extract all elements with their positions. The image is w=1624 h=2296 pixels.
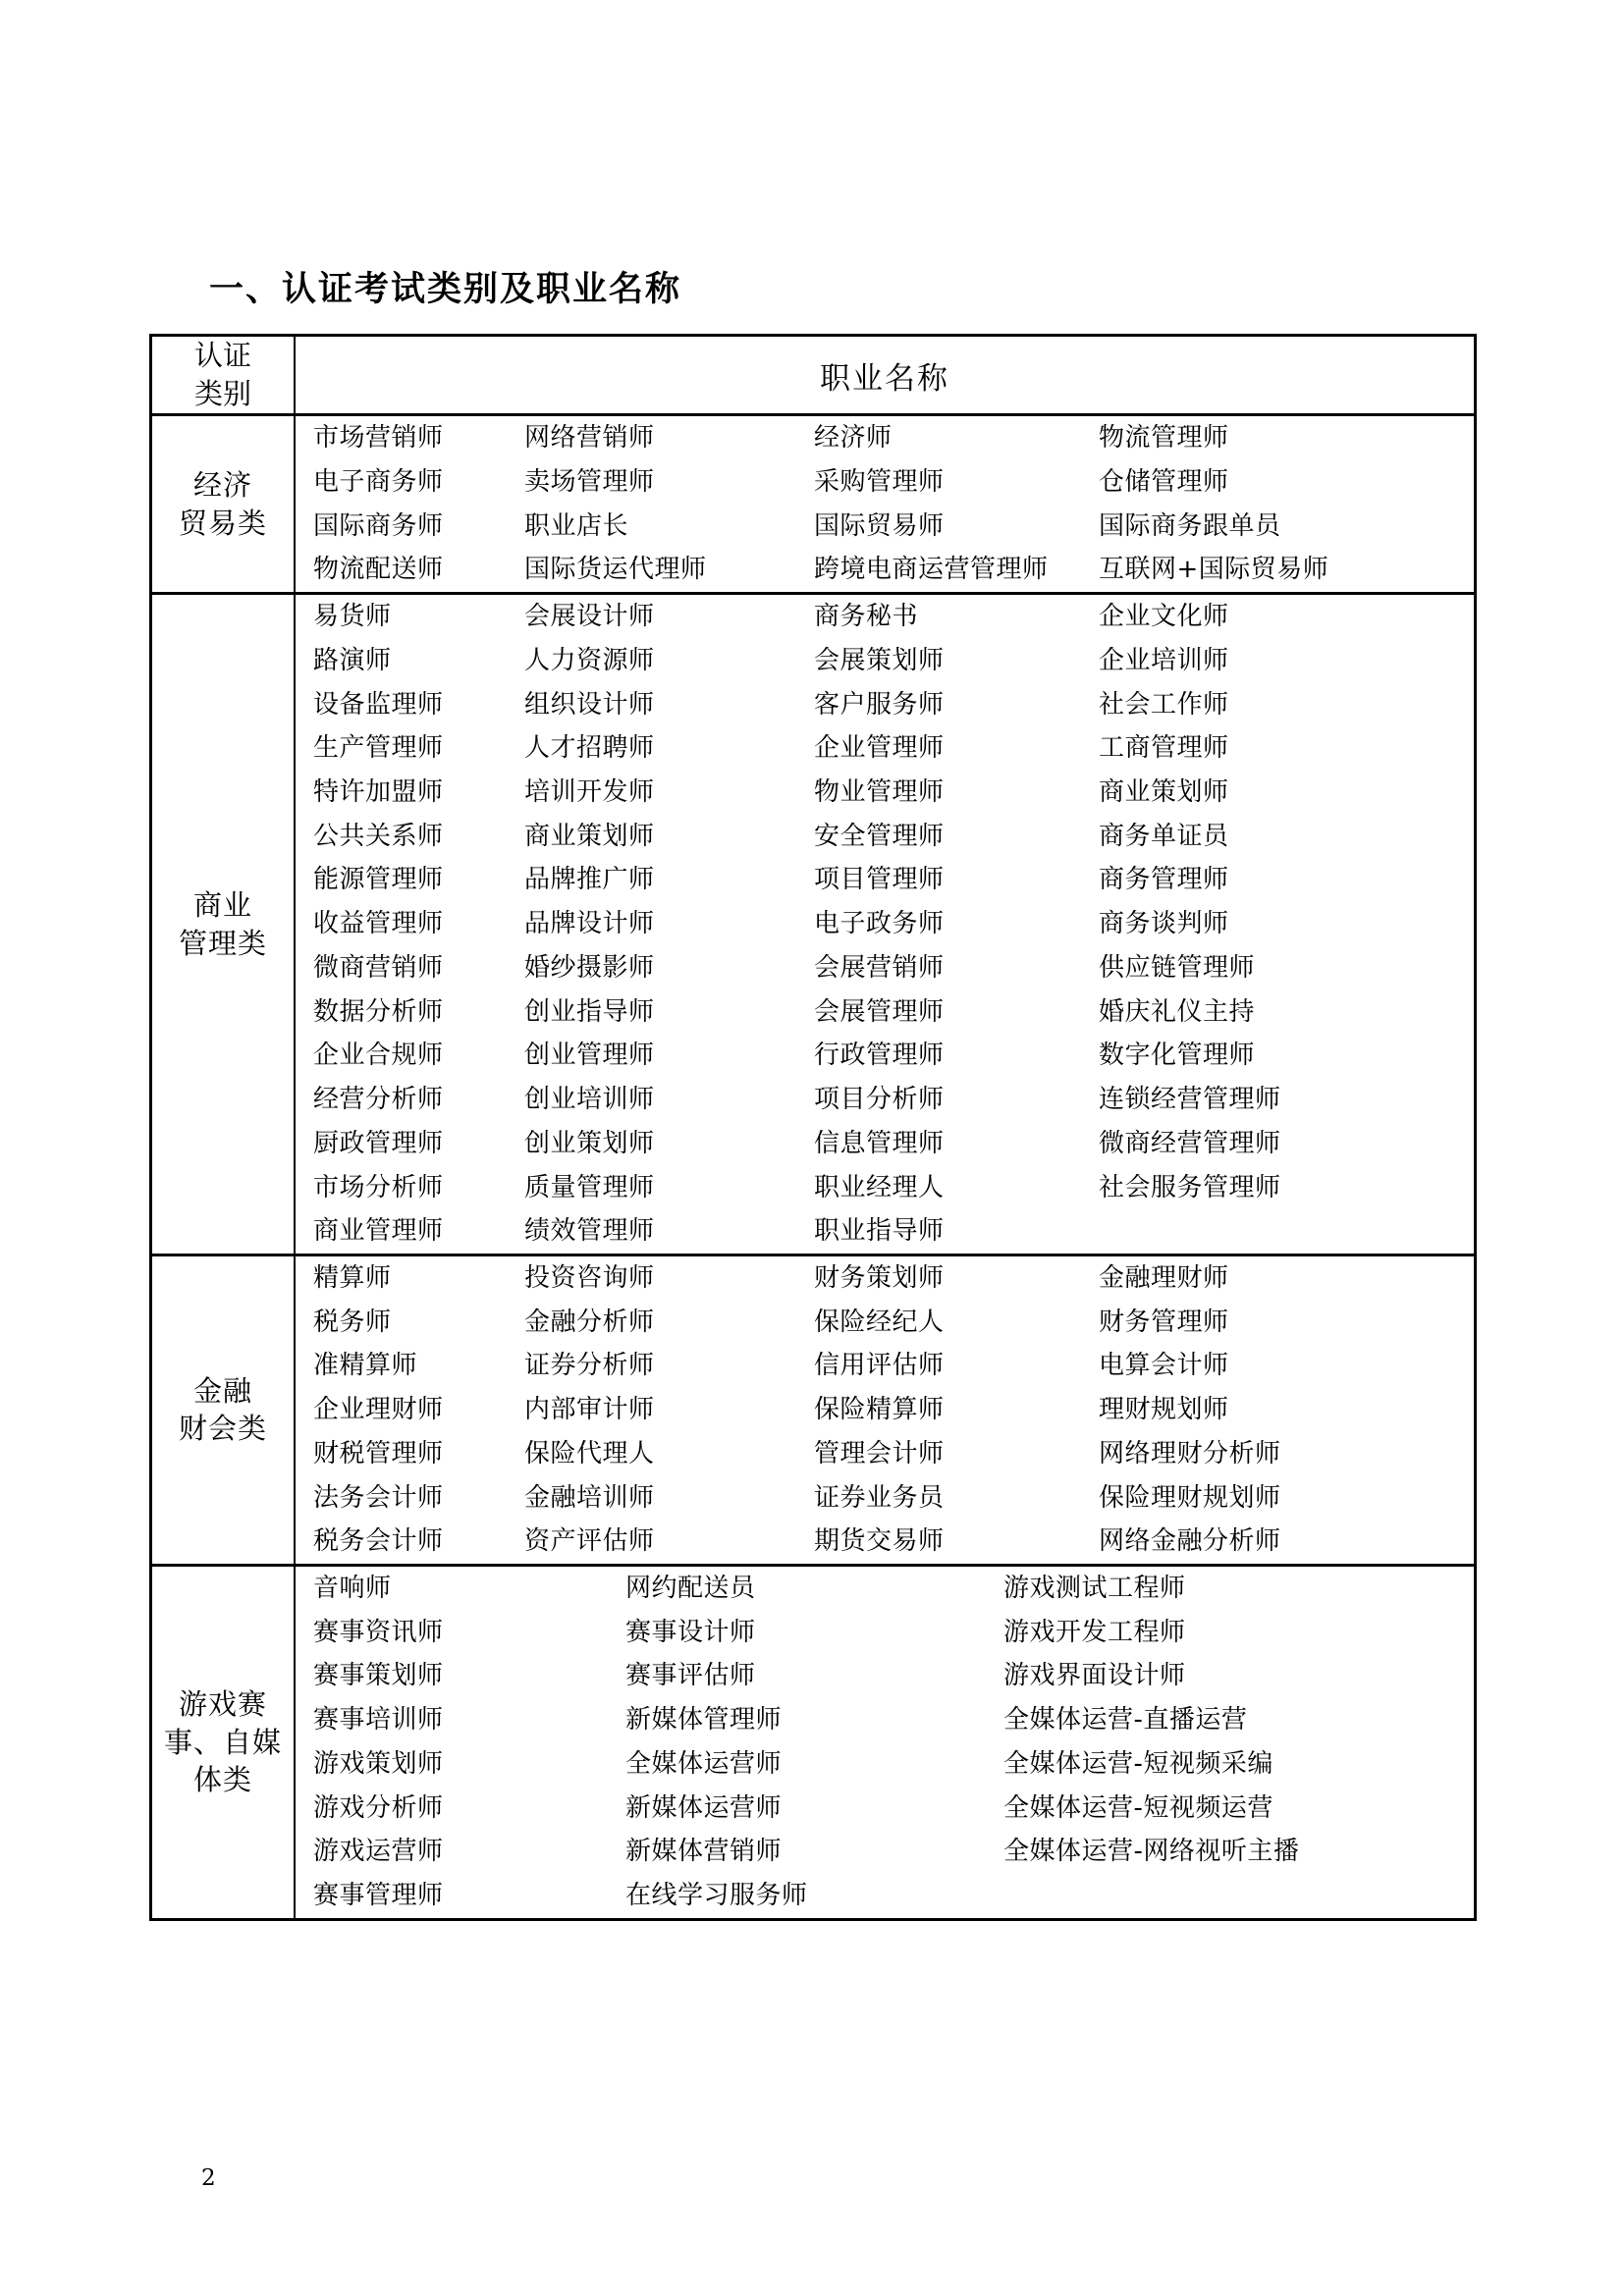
- category-label-line: 管理类: [178, 926, 267, 960]
- job-name: 质量管理师: [524, 1172, 655, 1202]
- category-label-line: 体类: [192, 1762, 252, 1796]
- job-name: 游戏测试工程师: [1003, 1573, 1186, 1603]
- job-name: 创业指导师: [524, 996, 655, 1027]
- job-name: 物流管理师: [1099, 423, 1229, 454]
- job-name: 人力资源师: [524, 645, 655, 675]
- job-name: 工商管理师: [1099, 733, 1229, 764]
- job-name: 内部审计师: [524, 1395, 655, 1425]
- job-name: 厨政管理师: [313, 1128, 444, 1158]
- job-name: 企业培训师: [1099, 645, 1229, 675]
- job-name: 法务会计师: [313, 1482, 444, 1513]
- job-name: 易货师: [313, 602, 392, 632]
- job-name: 国际商务师: [313, 510, 444, 541]
- job-name: 物业管理师: [814, 777, 945, 808]
- job-name: 音响师: [313, 1573, 392, 1603]
- job-name: 收益管理师: [313, 909, 444, 939]
- job-name: 培训开发师: [524, 777, 655, 808]
- job-name: 安全管理师: [814, 821, 945, 851]
- job-name: 企业合规师: [313, 1041, 444, 1071]
- job-name: 全媒体运营-短视频采编: [1003, 1748, 1273, 1779]
- job-name: 信息管理师: [814, 1128, 945, 1158]
- job-name: 赛事评估师: [625, 1661, 756, 1691]
- job-name: 人才招聘师: [524, 733, 655, 764]
- job-name: 公共关系师: [313, 821, 444, 851]
- job-name: 网约配送员: [625, 1573, 756, 1603]
- job-name: 金融培训师: [524, 1482, 655, 1513]
- job-name: 赛事培训师: [313, 1705, 444, 1735]
- category-label-line: 财会类: [178, 1412, 267, 1446]
- job-grid: [296, 416, 1491, 592]
- job-name: 商业策划师: [1099, 777, 1229, 808]
- job-name: 微商营销师: [313, 952, 444, 983]
- job-name: 赛事设计师: [625, 1617, 756, 1647]
- job-name: 会展策划师: [814, 645, 945, 675]
- job-name: [1099, 1209, 1393, 1254]
- job-name: 网络理财分析师: [1099, 1438, 1281, 1468]
- job-grid: [296, 1567, 1491, 1918]
- job-name: 婚纱摄影师: [524, 952, 655, 983]
- table-row: [151, 1565, 1476, 1919]
- job-name: 税务师: [313, 1307, 392, 1337]
- job-name: 经营分析师: [313, 1085, 444, 1115]
- job-name: 赛事策划师: [313, 1661, 444, 1691]
- certification-table: [149, 334, 1477, 1921]
- job-name: 财务管理师: [1099, 1307, 1229, 1337]
- job-name: 金融分析师: [524, 1307, 655, 1337]
- category-label-line: 贸易类: [178, 506, 267, 540]
- job-name: 国际商务跟单员: [1099, 510, 1281, 541]
- job-name: 游戏分析师: [313, 1792, 444, 1823]
- job-name: 数字化管理师: [1099, 1041, 1256, 1071]
- job-name: 能源管理师: [313, 865, 444, 895]
- job-name: 组织设计师: [524, 689, 655, 720]
- job-name: 跨境电商运营管理师: [814, 555, 1049, 585]
- job-name: 行政管理师: [814, 1041, 945, 1071]
- job-name: 财务策划师: [814, 1262, 945, 1293]
- job-name: 经济师: [814, 423, 893, 454]
- job-name: 会展管理师: [814, 996, 945, 1027]
- job-name: 市场营销师: [313, 423, 444, 454]
- job-name: 管理会计师: [814, 1438, 945, 1468]
- job-name: 品牌推广师: [524, 865, 655, 895]
- page-title: 一、认证考试类别及职业名称: [209, 270, 682, 309]
- job-name: 特许加盟师: [313, 777, 444, 808]
- job-name: 供应链管理师: [1099, 952, 1256, 983]
- job-name: 绩效管理师: [524, 1216, 655, 1247]
- job-name: 企业管理师: [814, 733, 945, 764]
- job-name: 保险经纪人: [814, 1307, 945, 1337]
- job-grid: [296, 1256, 1491, 1564]
- job-name: 物流配送师: [313, 555, 444, 585]
- job-name: 市场分析师: [313, 1172, 444, 1202]
- job-names-cell: [295, 415, 1476, 594]
- job-name: [1003, 1874, 1416, 1918]
- job-name: 连锁经营管理师: [1099, 1085, 1281, 1115]
- job-name: 创业培训师: [524, 1085, 655, 1115]
- job-name: 数据分析师: [313, 996, 444, 1027]
- job-names-cell: [295, 594, 1476, 1255]
- job-name: 网络金融分析师: [1099, 1526, 1281, 1557]
- job-name: 国际贸易师: [814, 510, 945, 541]
- job-name: 创业策划师: [524, 1128, 655, 1158]
- table-row: [151, 415, 1476, 594]
- job-name: 客户服务师: [814, 689, 945, 720]
- job-name: 微商经营管理师: [1099, 1128, 1281, 1158]
- job-name: 在线学习服务师: [625, 1881, 808, 1910]
- job-name: 游戏策划师: [313, 1748, 444, 1779]
- job-name: 商务单证员: [1099, 821, 1229, 851]
- job-name: 财税管理师: [313, 1438, 444, 1468]
- job-name: 电子商务师: [313, 467, 444, 497]
- job-name: 赛事管理师: [313, 1881, 444, 1910]
- table-header-row: [151, 336, 1476, 415]
- job-name: 社会工作师: [1099, 689, 1229, 720]
- job-name: 金融理财师: [1099, 1262, 1229, 1293]
- category-cell: [151, 1565, 296, 1919]
- job-name: 期货交易师: [814, 1526, 945, 1557]
- job-name: 证券分析师: [524, 1351, 655, 1381]
- job-name: 社会服务管理师: [1099, 1172, 1281, 1202]
- job-name: 路演师: [313, 645, 392, 675]
- job-name: 资产评估师: [524, 1526, 655, 1557]
- table-body: [151, 415, 1476, 1919]
- job-name: 电子政务师: [814, 909, 945, 939]
- header-cell-category: [151, 336, 296, 415]
- job-name: 全媒体运营-直播运营: [1003, 1705, 1248, 1735]
- category-cell: [151, 415, 296, 594]
- job-names-cell: [295, 1565, 1476, 1919]
- job-name: 证券业务员: [814, 1482, 945, 1513]
- job-name: 创业管理师: [524, 1041, 655, 1071]
- job-name: 游戏开发工程师: [1003, 1617, 1186, 1647]
- job-name: 商务管理师: [1099, 865, 1229, 895]
- job-name: 商业策划师: [524, 821, 655, 851]
- job-name: 网络营销师: [524, 423, 655, 454]
- job-name: 准精算师: [313, 1351, 418, 1381]
- job-name: 职业指导师: [814, 1216, 945, 1247]
- job-name: 项目管理师: [814, 865, 945, 895]
- job-name: 精算师: [313, 1262, 392, 1293]
- header-category-line-1: 认证: [193, 339, 251, 372]
- job-name: 电算会计师: [1099, 1351, 1229, 1381]
- job-name: 职业经理人: [814, 1172, 945, 1202]
- job-name: 全媒体运营-网络视听主播: [1003, 1837, 1300, 1867]
- job-name: 理财规划师: [1099, 1395, 1229, 1425]
- category-label-line: 事、自媒: [163, 1725, 282, 1759]
- job-name: 新媒体运营师: [625, 1792, 783, 1823]
- table-head: [151, 336, 1476, 415]
- job-name: 设备监理师: [313, 689, 444, 720]
- header-category-line-2: 类别: [193, 377, 251, 411]
- job-name: 游戏界面设计师: [1003, 1661, 1186, 1691]
- category-label-line: 游戏赛: [178, 1687, 267, 1722]
- job-name: 全媒体运营-短视频运营: [1003, 1792, 1273, 1823]
- job-name: 婚庆礼仪主持: [1099, 996, 1256, 1027]
- job-names-cell: [295, 1255, 1476, 1565]
- job-name: 卖场管理师: [524, 467, 655, 497]
- job-name: 新媒体营销师: [625, 1837, 783, 1867]
- job-name: 保险精算师: [814, 1395, 945, 1425]
- page-number: 2: [201, 2165, 216, 2191]
- category-cell: [151, 1255, 296, 1565]
- job-name: 企业理财师: [313, 1395, 444, 1425]
- job-name: 税务会计师: [313, 1526, 444, 1557]
- job-name: 互联网+国际贸易师: [1099, 555, 1329, 585]
- job-name: 保险代理人: [524, 1438, 655, 1468]
- header-cell-job-names: 职业名称: [295, 336, 1476, 415]
- category-label-line: 金融: [192, 1374, 252, 1409]
- job-name: 会展设计师: [524, 602, 655, 632]
- job-name: 商业管理师: [313, 1216, 444, 1247]
- job-name: 全媒体运营师: [625, 1748, 783, 1779]
- job-name: 信用评估师: [814, 1351, 945, 1381]
- job-name: 会展营销师: [814, 952, 945, 983]
- job-name: 国际货运代理师: [524, 555, 707, 585]
- job-name: 项目分析师: [814, 1085, 945, 1115]
- job-name: 商务秘书: [814, 602, 919, 632]
- job-name: 投资咨询师: [524, 1262, 655, 1293]
- job-name: 采购管理师: [814, 467, 945, 497]
- table-row: [151, 1255, 1476, 1565]
- job-name: 赛事资讯师: [313, 1617, 444, 1647]
- job-name: 品牌设计师: [524, 909, 655, 939]
- job-grid: [296, 595, 1491, 1254]
- table-row: [151, 594, 1476, 1255]
- category-label-line: 商业: [192, 888, 252, 923]
- job-name: 职业店长: [524, 510, 629, 541]
- job-name: 仓储管理师: [1099, 467, 1229, 497]
- job-name: 生产管理师: [313, 733, 444, 764]
- job-name: 新媒体管理师: [625, 1705, 783, 1735]
- job-name: 保险理财规划师: [1099, 1482, 1281, 1513]
- category-cell: [151, 594, 296, 1255]
- job-name: 商务谈判师: [1099, 909, 1229, 939]
- job-name: 游戏运营师: [313, 1837, 444, 1867]
- job-name: 企业文化师: [1099, 602, 1229, 632]
- category-label-line: 经济: [192, 468, 252, 503]
